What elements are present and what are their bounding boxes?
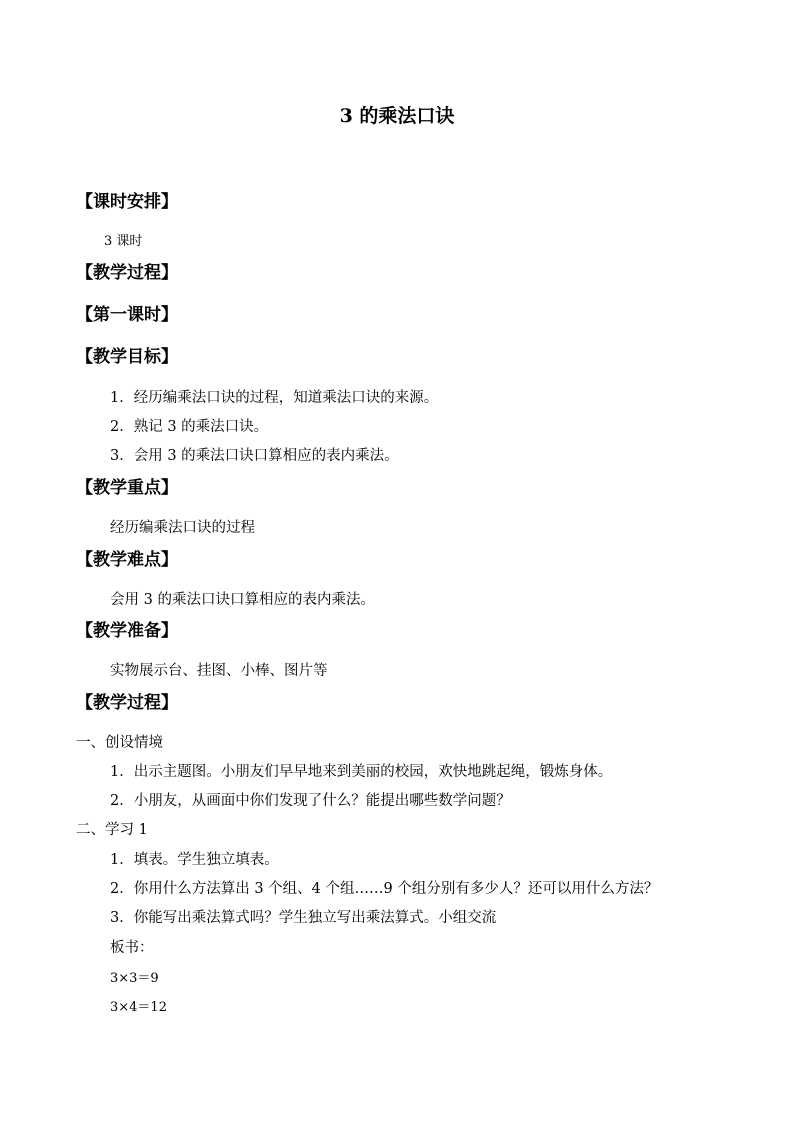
section-heading-2: 二、学习 1 (76, 822, 148, 838)
preparation-text: 实物展示台、挂图、小棒、图片等 (110, 663, 328, 679)
goal-item: 2．熟记 3 的乘法口诀。 (110, 419, 269, 435)
section1-item: 2．小朋友，从画面中你们发现了什么？能提出哪些数学问题？ (110, 793, 511, 809)
goal-item: 3．会用 3 的乘法口诀口算相应的表内乘法。 (110, 448, 399, 464)
board-label: 板书： (110, 940, 154, 956)
section2-item: 2．你用什么方法算出 3 个组、4 个组……9 个组分别有多少人？还可以用什么方法？ (110, 881, 659, 897)
section-heading-1: 一、创设情境 (76, 735, 163, 751)
difficult-points-text: 会用 3 的乘法口诀口算相应的表内乘法。 (110, 592, 375, 608)
goal-item: 1．经历编乘法口诀的过程，知道乘法口诀的来源。 (110, 390, 439, 406)
section2-item: 1．填表。学生独立填表。 (110, 852, 279, 868)
schedule-text: 3 课时 (104, 234, 143, 249)
key-points-text: 经历编乘法口诀的过程 (110, 520, 255, 536)
section1-item: 1．出示主题图。小朋友们早早地来到美丽的校园，欢快地跳起绳，锻炼身体。 (110, 764, 613, 780)
board-equation: 3×3＝9 (110, 971, 159, 986)
page-title: 3 的乘法口诀 (339, 105, 455, 127)
board-equation: 3×4＝12 (110, 1000, 167, 1015)
heading-lesson-1: 【第一课时】 (76, 305, 178, 325)
heading-key-points: 【教学重点】 (76, 478, 178, 498)
section2-item: 3．你能写出乘法算式吗？学生独立写出乘法算式。小组交流 (110, 910, 497, 926)
heading-process-2: 【教学过程】 (76, 693, 178, 713)
heading-process-1: 【教学过程】 (76, 263, 178, 283)
heading-difficult-points: 【教学难点】 (76, 550, 178, 570)
heading-goals: 【教学目标】 (76, 347, 178, 367)
heading-schedule: 【课时安排】 (76, 192, 178, 212)
heading-preparation: 【教学准备】 (76, 621, 178, 641)
